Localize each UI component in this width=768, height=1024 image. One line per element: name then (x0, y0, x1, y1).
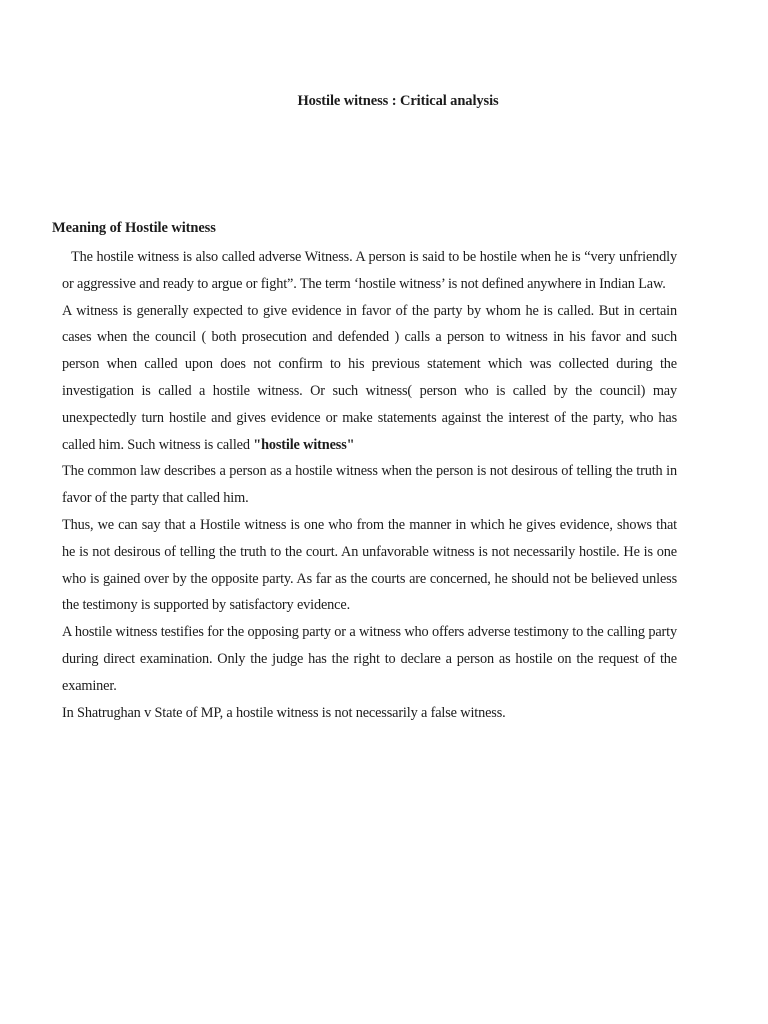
paragraph-expectation (62, 298, 677, 459)
paragraph-case-law: In Shatrughan v State of MP, a hostile witness is not necessarily a false witness. (62, 704, 506, 721)
document-title: Hostile witness : Critical analysis (297, 93, 499, 109)
paragraph-testimony: A hostile witness testifies for the opposing party or a witness who offers adverse testimony to the calling party during direct examination. Only the judge has the right to declare a person as hostile on the request of the examiner. (62, 624, 677, 694)
section-heading: Meaning of Hostile witness (52, 220, 216, 236)
paragraph-definition: The hostile witness is also called adverse Witness. A person is said to be hostile when he is “very unfriendly or aggressive and ready to argue or fight”. The term ‘hostile witness’ is not defined anywhere in Indian Law. (62, 249, 677, 292)
document-body (62, 244, 677, 726)
paragraph-common-law: The common law describes a person as a hostile witness when the person is not desirous of telling the truth in favor of the party that called him. (62, 463, 677, 507)
paragraph-expectation-text: A witness is generally expected to give evidence in favor of the party by whom he is called. But in certain cases when the council ( both prosecution and defended ) calls a person to witness in his favor and such person when called upon does not confirm to his previous statement which was collected during the investigation is called a hostile witness. Or such witness( person who is called by the council) may unexpectedly turn hostile and gives evidence or make statements against the interest of the party, who has called him. Such witness is called (62, 302, 677, 453)
hostile-witness-term: "hostile witness" (253, 436, 355, 453)
paragraph-summary: Thus, we can say that a Hostile witness is one who from the manner in which he gives evidence, shows that he is not desirous of telling the truth to the court. An unfavorable witness is not necessarily hostile. He is one who is gained over by the opposite party. As far as the courts are concerned, he should not be believed unless the testimony is supported by satisfactory evidence. (62, 516, 677, 614)
